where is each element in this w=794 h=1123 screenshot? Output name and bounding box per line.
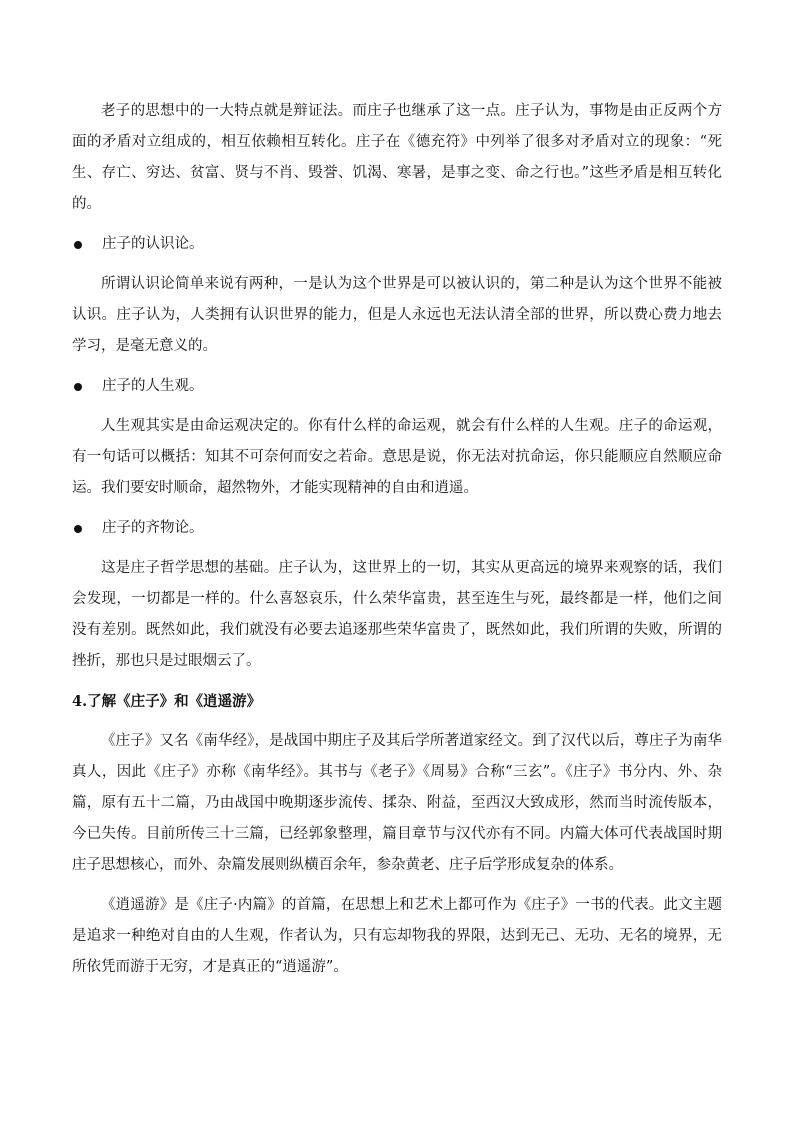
bullet-dot-icon bbox=[74, 525, 82, 533]
paragraph-equality-of-things: 这是庄子哲学思想的基础。庄子认为，这世界上的一切，其实从更高远的境界来观察的话，我们会发现，一切都是一样的。什么喜怒哀乐，什么荣华富贵，甚至连生与死，最终都是一样，他们之间没有差别。既然如此，我们就没有必要去追逐那些荣华富贵了，既然如此，我们所谓的失败，所谓的挫折，那也只是过眼烟云了。 bbox=[72, 560, 722, 669]
section-heading: 4.了解《庄子》和《逍遥游》 bbox=[72, 693, 262, 710]
paragraph-xiaoyaoyou: 《逍遥游》是《庄子·内篇》的首篇，在思想上和艺术上都可作为《庄子》一书的代表。此文主题是追求一种绝对自由的人生观，作者认为，只有忘却物我的界限，达到无己、无功、无名的境界，无所依凭而游于无穷，才是真正的“逍遥游”。 bbox=[72, 897, 722, 975]
bullet-view-of-life-label: 庄子的人生观。 bbox=[102, 378, 204, 394]
bullet-dot-icon bbox=[74, 383, 82, 391]
paragraph-dialectics: 老子的思想中的一大特点就是辩证法。而庄子也继承了这一点。庄子认为，事物是由正反两个方面的矛盾对立组成的，相互依赖相互转化。庄子在《德充符》中列举了很多对矛盾对立的现象：“死生、存亡、穷达、贫富、贤与不肖、毁誉、饥渴、寒暑，是事之变、命之行也。”这些矛盾是相互转化的。 bbox=[72, 103, 722, 212]
bullet-epistemology-label: 庄子的认识论。 bbox=[102, 236, 204, 252]
document-body bbox=[72, 96, 722, 992]
bullet-epistemology bbox=[72, 229, 722, 260]
paragraph-view-of-life: 人生观其实是由命运观决定的。你有什么样的命运观，就会有什么样的人生观。庄子的命运观，有一句话可以概括：知其不可奈何而安之若命。意思是说，你无法对抗命运，你只能顺应自然顺应命运。我们要安时顺命，超然物外，才能实现精神的自由和逍遥。 bbox=[72, 418, 722, 496]
bullet-equality-of-things bbox=[72, 513, 722, 544]
bullet-equality-of-things-label: 庄子的齐物论。 bbox=[102, 520, 204, 536]
bullet-dot-icon bbox=[74, 241, 82, 249]
paragraph-zhuangzi-book: 《庄子》又名《南华经》，是战国中期庄子及其后学所著道家经文。到了汉代以后，尊庄子为南华真人，因此《庄子》亦称《南华经》。其书与《老子》《周易》合称“三玄”。《庄子》书分内、外、杂篇，原有五十二篇，乃由战国中晚期逐步流传、揉杂、附益，至西汉大致成形，然而当时流传版本，今已失传。目前所传三十三篇，已经郭象整理，篇目章节与汉代亦有不同。内篇大体可代表战国时期庄子思想核心，而外、杂篇发展则纵横百余年，参杂黄老、庄子后学形成复杂的体系。 bbox=[72, 733, 722, 873]
bullet-view-of-life bbox=[72, 371, 722, 402]
paragraph-epistemology: 所谓认识论简单来说有两种，一是认为这个世界是可以被认识的，第二种是认为这个世界不能被认识。庄子认为，人类拥有认识世界的能力，但是人永远也无法认清全部的世界，所以费心费力地去学习，是毫无意义的。 bbox=[72, 276, 722, 354]
